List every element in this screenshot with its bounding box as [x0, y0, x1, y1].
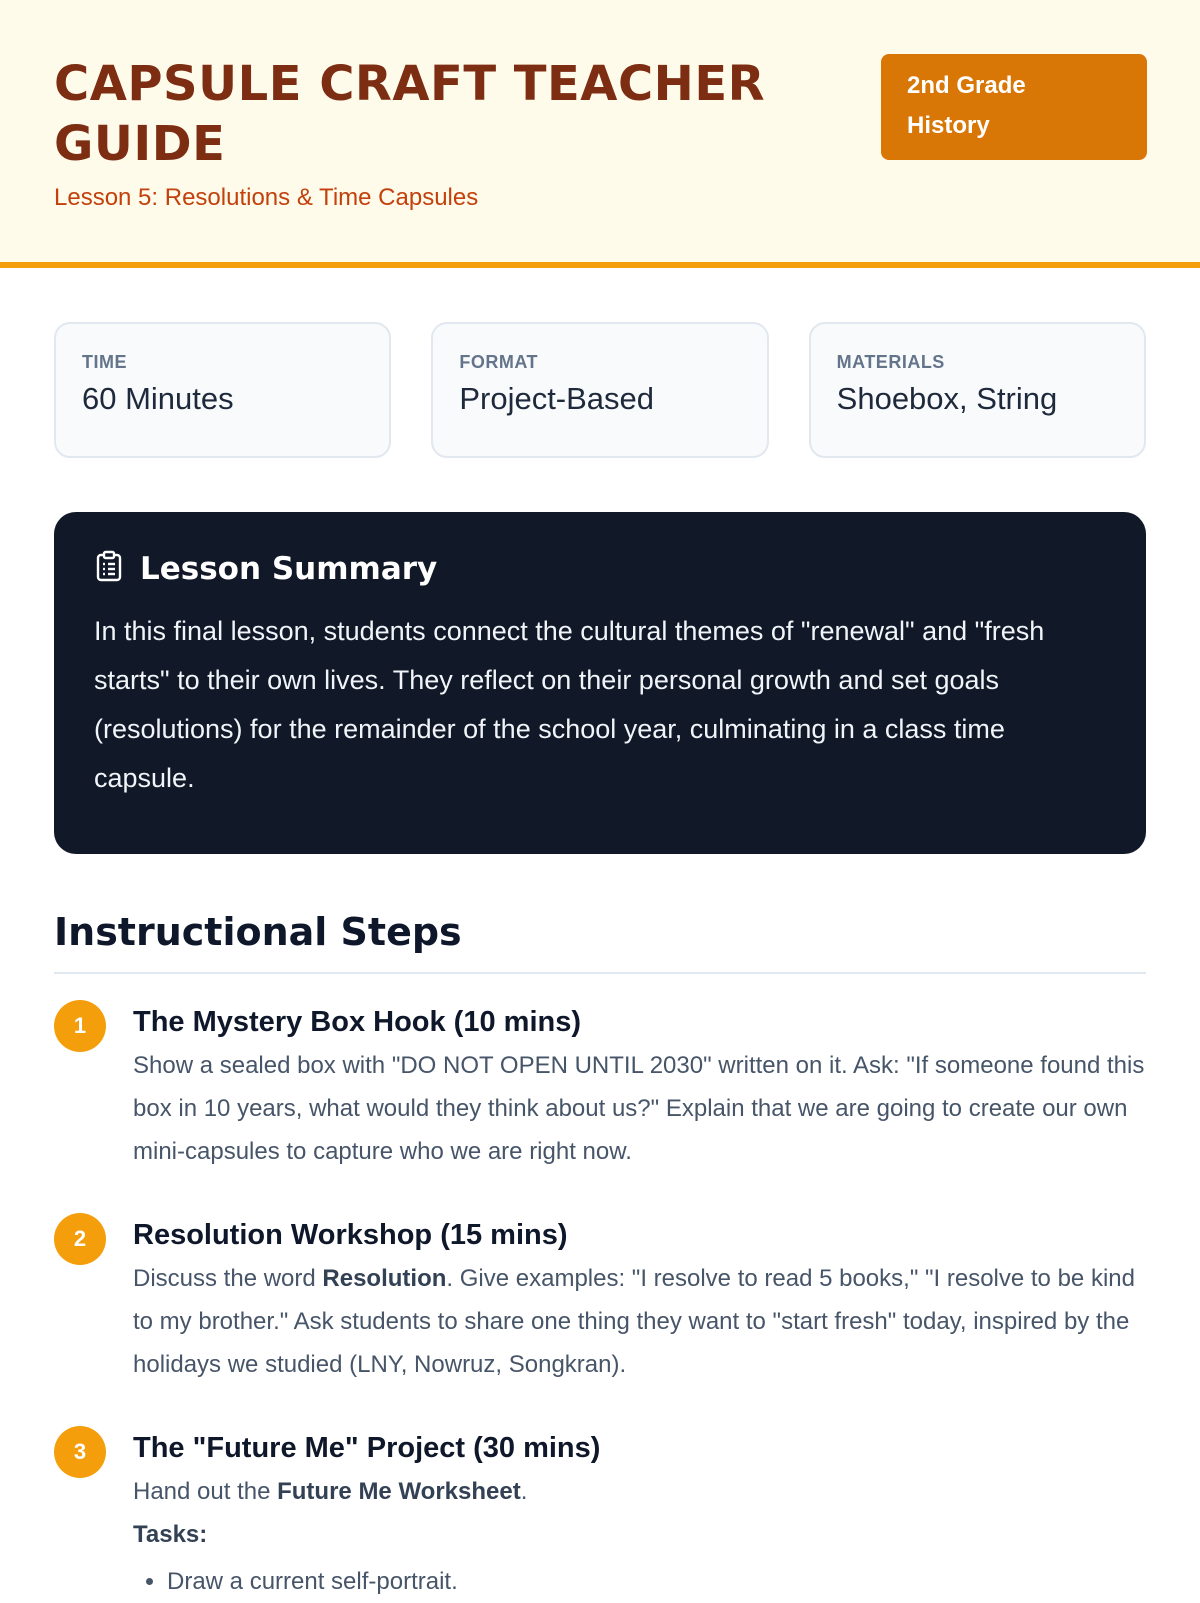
step-text-part: . — [520, 1478, 528, 1505]
meta-label: TIME — [82, 352, 127, 372]
summary-title: Lesson Summary — [140, 550, 438, 587]
step-number-badge: 2 — [54, 1213, 106, 1265]
step-number-badge: 3 — [54, 1426, 106, 1478]
clipboard-icon — [94, 550, 124, 587]
step-title: The "Future Me" Project (30 mins) — [133, 1432, 601, 1464]
step-2 — [54, 1213, 1146, 1386]
meta-label: FORMAT — [459, 352, 538, 372]
task-list — [133, 1560, 1146, 1603]
step-title: The Mystery Box Hook (10 mins) — [133, 1006, 581, 1038]
meta-value: Shoebox, String — [836, 381, 1058, 416]
badge-grade: 2nd Grade — [907, 72, 1026, 99]
task-item: • Draw a current self-portrait. — [167, 1560, 1146, 1603]
meta-row — [0, 322, 1200, 458]
grade-badge — [881, 54, 1147, 160]
summary-text: In this final lesson, students connect the cultural themes of "renewal" and "fresh starts" to their own lives. They reflect on their personal growth and set goals (resolutions) for the remainder of the school year, culminating in a class time capsule. — [94, 616, 1045, 793]
step-text-part: Discuss the word — [133, 1265, 323, 1292]
meta-value: Project-Based — [459, 381, 655, 416]
summary-header — [94, 550, 1106, 587]
lesson-summary-card — [54, 512, 1146, 854]
step-body — [133, 1426, 1146, 1603]
tasks-label: Tasks: — [133, 1521, 208, 1548]
meta-label: MATERIALS — [836, 352, 945, 372]
step-text-part: Hand out the — [133, 1478, 278, 1505]
page-title: CAPSULE CRAFT TEACHER GUIDE — [54, 56, 766, 172]
step-title: Resolution Workshop (15 mins) — [133, 1219, 568, 1251]
meta-card-time — [54, 322, 391, 458]
step-body — [133, 1000, 1146, 1173]
step-number-badge: 1 — [54, 1000, 106, 1052]
meta-card-format — [431, 322, 768, 458]
step-3 — [54, 1426, 1146, 1603]
step-text-part: . Give examples: "I resolve to read 5 books," "I resolve to be kind to my brother." Ask students to share one thing they want to "start fresh" today, inspired by the holidays we studied (LNY, Nowruz, Songkran). — [133, 1265, 1135, 1378]
lesson-subtitle: Lesson 5: Resolutions & Time Capsules — [54, 184, 479, 211]
steps-heading: Instructional Steps — [54, 910, 1146, 974]
badge-subject: History — [907, 112, 990, 139]
header — [0, 0, 1200, 268]
step-body — [133, 1213, 1146, 1386]
step-text — [133, 1257, 1146, 1386]
meta-card-materials — [809, 322, 1146, 458]
step-text: Show a sealed box with "DO NOT OPEN UNTIL 2030" written on it. Ask: "If someone found this box in 10 years, what would they think about us?" Explain that we are going to create our own mini-capsules to capture who we are right now. — [133, 1052, 1145, 1165]
step-text-emphasis: Resolution — [322, 1265, 447, 1292]
step-text — [133, 1470, 1146, 1513]
step-1 — [54, 1000, 1146, 1173]
meta-value: 60 Minutes — [82, 381, 234, 416]
step-text-emphasis: Future Me Worksheet — [277, 1478, 521, 1505]
